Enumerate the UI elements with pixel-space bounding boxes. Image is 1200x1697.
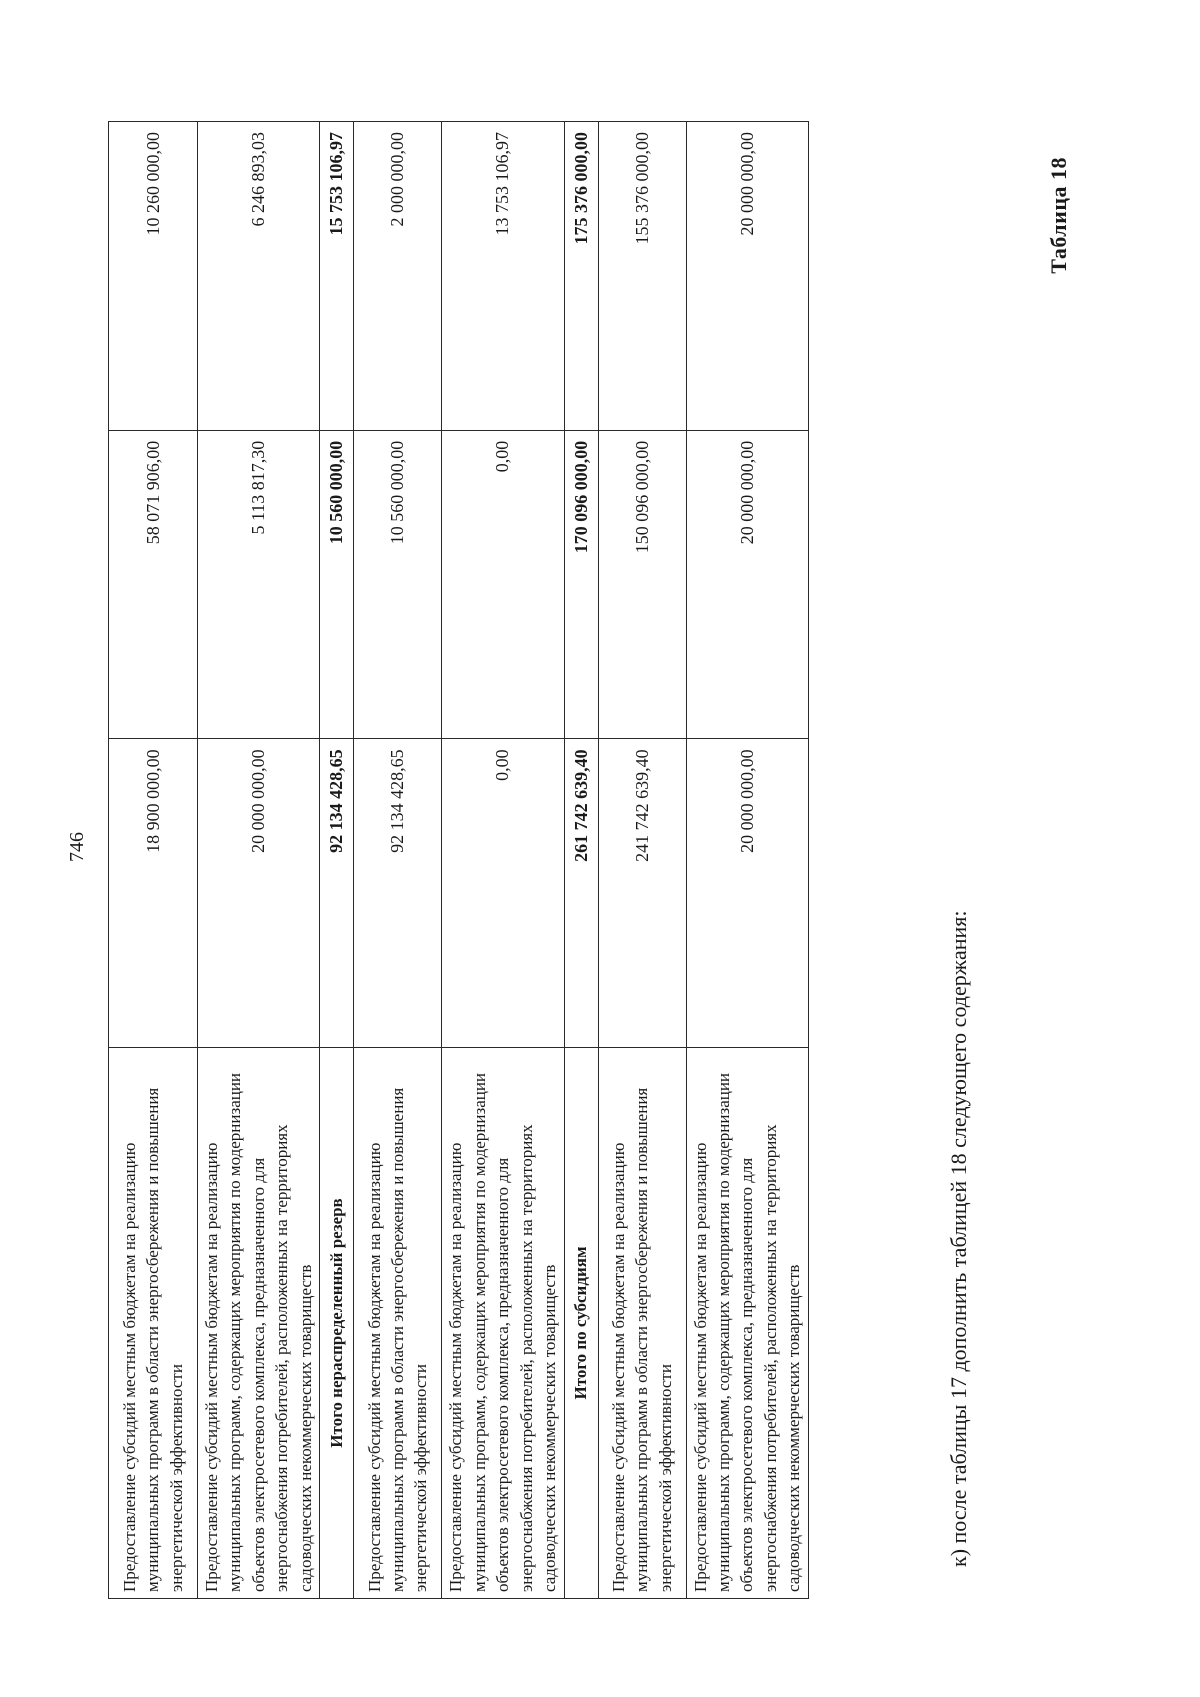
- row-label: Предоставление субсидий местным бюджетам на реализацию муниципальных программ, содержащих мероприятия по модернизации объектов электросетевого комплекса, предназначенного для энергоснабжения потребителей, расположенных на территориях садоводческих некоммерческих товариществ: [198, 1048, 320, 1599]
- page-number: 746: [66, 832, 88, 862]
- row-label: Предоставление субсидий местным бюджетам на реализацию муниципальных программ, содержащих мероприятия по модернизации объектов электросетевого комплекса, предназначенного для энергоснабжения потребителей, расположенных на территориях садоводческих некоммерческих товариществ: [686, 1048, 808, 1599]
- total-row-value-col1: 92 134 428,65: [320, 739, 354, 1048]
- total-row-subsidies: [564, 122, 598, 1599]
- total-row-unallocated-reserve: [320, 122, 354, 1599]
- total-row-label: Итого нераспределенный резерв: [320, 1048, 354, 1599]
- row-value-col2: 10 560 000,00: [354, 430, 442, 739]
- row-value-col1: 92 134 428,65: [354, 739, 442, 1048]
- row-value-col1: 20 000 000,00: [198, 739, 320, 1048]
- row-value-col2: 58 071 906,00: [109, 430, 198, 739]
- table-row: [109, 122, 198, 1599]
- row-value-col3: 20 000 000,00: [686, 122, 808, 431]
- row-value-col3: 13 753 106,97: [442, 122, 564, 431]
- total-row-value-col3: 15 753 106,97: [320, 122, 354, 431]
- row-value-col3: 2 000 000,00: [354, 122, 442, 431]
- row-value-col3: 10 260 000,00: [109, 122, 198, 431]
- row-value-col2: 20 000 000,00: [686, 430, 808, 739]
- subsidies-table: [108, 121, 809, 1599]
- row-value-col2: 5 113 817,30: [198, 430, 320, 739]
- row-value-col3: 6 246 893,03: [198, 122, 320, 431]
- row-label: Предоставление субсидий местным бюджетам на реализацию муниципальных программ в области энергосбережения и повышения энергетической эффективности: [354, 1048, 442, 1599]
- row-value-col1: 18 900 000,00: [109, 739, 198, 1048]
- table-row: [442, 122, 564, 1599]
- instruction-paragraph: к) после таблицы 17 дополнить таблицей 18 следующего содержания:: [946, 910, 971, 1567]
- total-row-label: Итого по субсидиям: [564, 1048, 598, 1599]
- row-label: Предоставление субсидий местным бюджетам на реализацию муниципальных программ в области энергосбережения и повышения энергетической эффективности: [109, 1048, 198, 1599]
- table-row: [598, 122, 686, 1599]
- table-caption-label: Таблица 18: [1046, 157, 1071, 274]
- table-row: [354, 122, 442, 1599]
- row-value-col3: 155 376 000,00: [598, 122, 686, 431]
- row-value-col2: 0,00: [442, 430, 564, 739]
- table-row: [686, 122, 808, 1599]
- table-row: [198, 122, 320, 1599]
- row-value-col1: 0,00: [442, 739, 564, 1048]
- row-value-col1: 241 742 639,40: [598, 739, 686, 1048]
- total-row-value-col2: 10 560 000,00: [320, 430, 354, 739]
- row-value-col2: 150 096 000,00: [598, 430, 686, 739]
- row-label: Предоставление субсидий местным бюджетам на реализацию муниципальных программ, содержащих мероприятия по модернизации объектов электросетевого комплекса, предназначенного для энергоснабжения потребителей, расположенных на территориях садоводческих некоммерческих товариществ: [442, 1048, 564, 1599]
- row-value-col1: 20 000 000,00: [686, 739, 808, 1048]
- total-row-value-col3: 175 376 000,00: [564, 122, 598, 431]
- total-row-value-col1: 261 742 639,40: [564, 739, 598, 1048]
- total-row-value-col2: 170 096 000,00: [564, 430, 598, 739]
- row-label: Предоставление субсидий местным бюджетам на реализацию муниципальных программ в области энергосбережения и повышения энергетической эффективности: [598, 1048, 686, 1599]
